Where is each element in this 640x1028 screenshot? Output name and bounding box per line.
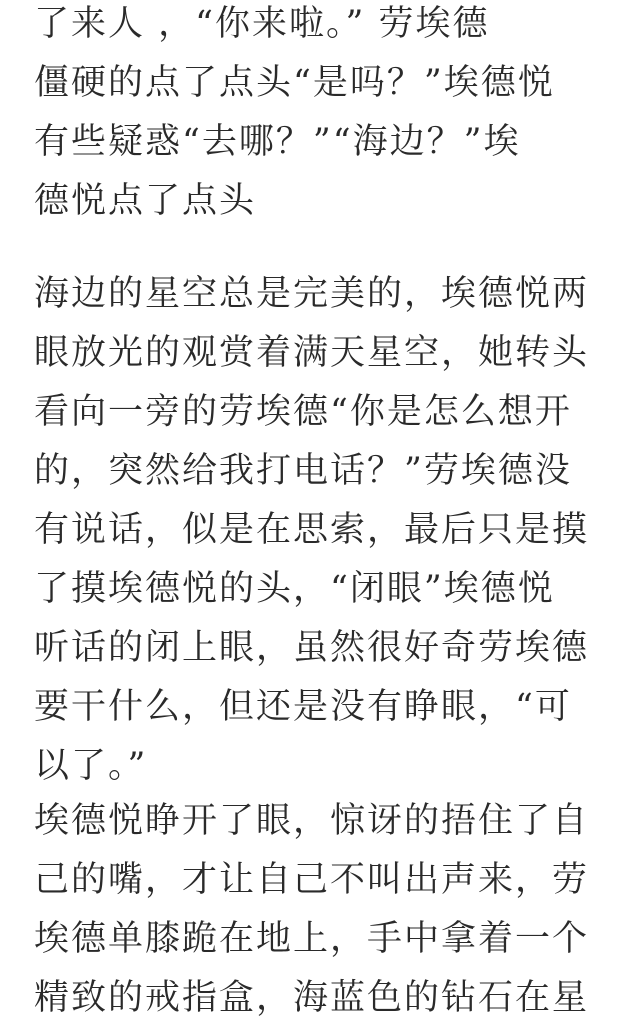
text-line: 眼放光的观赏着满天星空，她转头 xyxy=(34,333,590,373)
text-line: 的，突然给我打电话？”劳埃德没 xyxy=(34,451,572,491)
text-line: 精致的戒指盒，海蓝色的钻石在星 xyxy=(34,978,590,1018)
text-line: 海边的星空总是完美的，埃德悦两 xyxy=(34,274,590,314)
text-line: 己的嘴，才让自己不叫出声来，劳 xyxy=(34,860,590,900)
text-line: 埃德单膝跪在地上，手中拿着一个 xyxy=(34,919,590,959)
text-line: 德悦点了点头 xyxy=(34,181,257,221)
text-line: 要干什么，但还是没有睁眼，“可 xyxy=(34,687,572,727)
text-line: 以了。” xyxy=(34,746,148,786)
text-line: 看向一旁的劳埃德“你是怎么想开 xyxy=(34,392,572,432)
text-line: 埃德悦睁开了眼，惊讶的捂住了自 xyxy=(34,801,590,841)
text-line: 了摸埃德悦的头，“闭眼”埃德悦 xyxy=(34,569,555,609)
text-line: 听话的闭上眼，虽然很好奇劳埃德 xyxy=(34,628,590,668)
text-line: 有些疑惑“去哪？”“海边？”埃 xyxy=(34,122,521,162)
text-line: 有说话，似是在思索，最后只是摸 xyxy=(34,510,590,550)
paragraph-3 xyxy=(34,792,614,1028)
text-line: 僵硬的点了点头“是吗？”埃德悦 xyxy=(34,63,555,103)
paragraph-1 xyxy=(34,0,614,231)
text-line: 了来人 ，“你来啦。” 劳埃德 xyxy=(34,4,490,44)
paragraph-2 xyxy=(34,265,614,796)
